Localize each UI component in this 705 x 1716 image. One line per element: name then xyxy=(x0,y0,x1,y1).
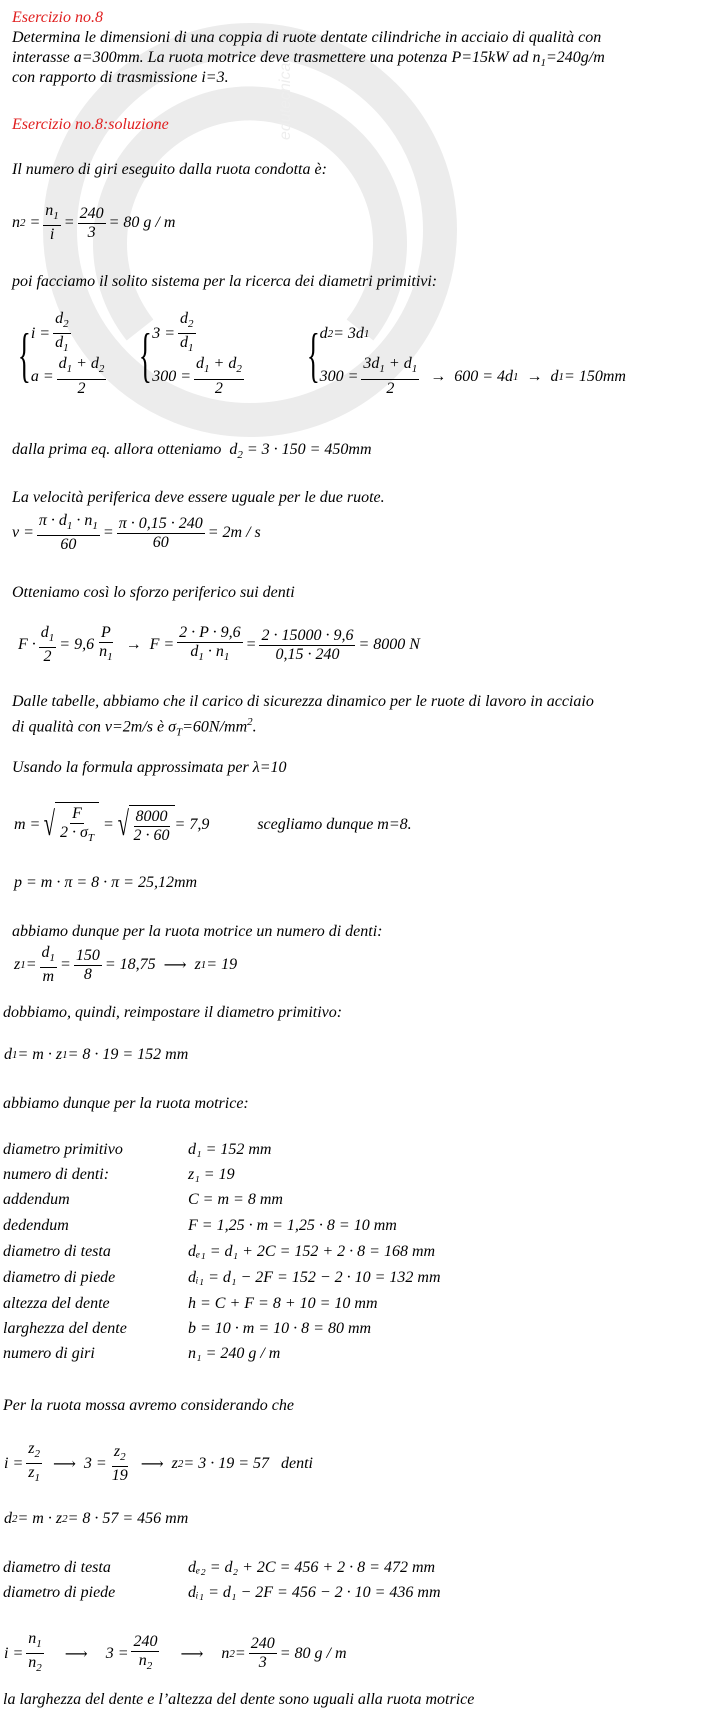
paragraph-formula-approssimata: Usando la formula approssimata per λ=10 xyxy=(12,759,287,776)
row-value: dₑ₂ = d₂ + 2C = 456 + 2 · 8 = 472 mm xyxy=(188,1559,436,1576)
paragraph-tabelle-1: Dalle tabelle, abbiamo che il carico di sicurezza dinamico per le ruote di lavoro in acciaio xyxy=(12,693,594,710)
row-label: diametro primitivo xyxy=(3,1141,123,1158)
formula-passo: p = m · π = 8 · π = 25,12mm xyxy=(14,874,198,891)
row-value: F = 1,25 · m = 1,25 · 8 = 10 mm xyxy=(188,1217,397,1234)
row-value: b = 10 · m = 10 · 8 = 80 mm xyxy=(188,1320,372,1337)
formula-system: { i = $d_2$ $d_1$ a = $d_1 + d_2$ 2 { 3 = $d_2$ $d_1$ 300 = $d_1 + d_2$ 2 { d 2 = 3d 1 300 = $3d_1 + d_1$ 2 → 600 = 4d 1 → d 1 = 150mm xyxy=(17,309,626,397)
formula-forza: F · $d_1$ 2 = 9,6 P $n_1$ → F = 2 · P · 9,6 $d_1 \cdot n_1$ = 2 · 15000 · 9,6 0,15 · 240 = 8000 N xyxy=(18,624,420,666)
row-value: n₁ = 240 g / m xyxy=(188,1345,281,1362)
paragraph-conclusione: la larghezza del dente e l’altezza del dente sono uguali alla ruota motrice xyxy=(3,1691,475,1708)
row-value: dᵢ₁ = d₁ − 2F = 456 − 2 · 10 = 436 mm xyxy=(188,1584,441,1601)
paragraph-numero-denti: abbiamo dunque per la ruota motrice un numero di denti: xyxy=(12,923,383,940)
paragraph-giri: Il numero di giri eseguito dalla ruota condotta è: xyxy=(12,161,327,178)
row-label: diametro di piede xyxy=(3,1269,116,1286)
watermark-text: edutecnica xyxy=(277,62,294,140)
paragraph-reimpostare: dobbiamo, quindi, reimpostare il diametro primitivo: xyxy=(3,1004,343,1021)
formula-velocita: v = $\pi \cdot d_1 \cdot n_1$ 60 = π · 0,15 · 240 60 = 2m / s xyxy=(12,512,261,554)
row-value: dₑ₁ = d₁ + 2C = 152 + 2 · 8 = 168 mm xyxy=(188,1243,436,1260)
exercise-title: Esercizio no.8 xyxy=(12,9,103,26)
row-value: z₁ = 19 xyxy=(188,1166,235,1183)
row-value: h = C + F = 8 + 10 = 10 mm xyxy=(188,1295,378,1312)
row-label: numero di giri xyxy=(3,1345,95,1362)
paragraph-velocita: La velocità periferica deve essere uguale per le due ruote. xyxy=(12,489,385,506)
formula-z2: i = $z_2$ $z_1$ ⟶ 3 = $z_2$ 19 ⟶ z 2 = 3 · 19 = 57 denti xyxy=(4,1440,313,1485)
formula-n2: n 2 = $n_1$ i = 240 3 = 80 g / m xyxy=(12,202,176,244)
formula-z1: z 1 = $d_1$ m = 150 8 = 18,75 ⟶ z 1 = 19 xyxy=(14,944,238,986)
formula-modulo: m = √ $\frac{F}{2 \cdot \sigma_T}$ = √ $\frac{8000}{2 \cdot 60}$ = 7,9 scegliamo dunque m=8. xyxy=(14,802,412,847)
paragraph-tabelle-2: di qualità con v=2m/s è $\sigma_T=60N/mm^2$. xyxy=(12,716,257,739)
row-value: d₁ = 152 mm xyxy=(188,1141,272,1158)
paragraph-sistema: poi facciamo il solito sistema per la ricerca dei diametri primitivi: xyxy=(12,273,438,290)
paragraph-prima-eq: dalla prima eq. allora otteniamo $d_2 = 3 \cdot 150 = 450mm$ xyxy=(12,441,372,462)
paragraph-ruota-motrice: abbiamo dunque per la ruota motrice: xyxy=(3,1095,249,1112)
row-label: numero di denti: xyxy=(3,1166,110,1183)
formula-n2-verifica: i = $n_1$ $n_2$ ⟶ 3 = 240 $n_2$ ⟶ n 2 = 240 3 = 80 g / m xyxy=(4,1630,347,1675)
paragraph-ruota-mossa: Per la ruota mossa avremo considerando che xyxy=(3,1397,294,1414)
row-value: C = m = 8 mm xyxy=(188,1191,283,1208)
row-label: diametro di testa xyxy=(3,1243,111,1260)
intro-line-2: interasse a=300mm. La ruota motrice deve trasmettere una potenza P=15kW ad $n_1=240g/m$ xyxy=(12,49,605,70)
intro-line-1: Determina le dimensioni di una coppia di ruote dentate cilindriche in acciaio di qualità con xyxy=(12,29,602,46)
row-label: diametro di piede xyxy=(3,1584,116,1601)
solution-title: Esercizio no.8:soluzione xyxy=(12,116,169,133)
row-label: altezza del dente xyxy=(3,1295,110,1312)
row-label: addendum xyxy=(3,1191,70,1208)
paragraph-sforzo: Otteniamo così lo sforzo periferico sui denti xyxy=(12,584,295,601)
row-label: larghezza del dente xyxy=(3,1320,127,1337)
intro-line-3: con rapporto di trasmissione i=3. xyxy=(12,69,229,86)
row-label: dedendum xyxy=(3,1217,69,1234)
formula-d2: d 2 = m · z 2 = 8 · 57 = 456 mm xyxy=(4,1510,189,1527)
row-label: diametro di testa xyxy=(3,1559,111,1576)
formula-d1: d 1 = m · z 1 = 8 · 19 = 152 mm xyxy=(4,1046,189,1063)
row-value: dᵢ₁ = d₁ − 2F = 152 − 2 · 10 = 132 mm xyxy=(188,1269,441,1286)
